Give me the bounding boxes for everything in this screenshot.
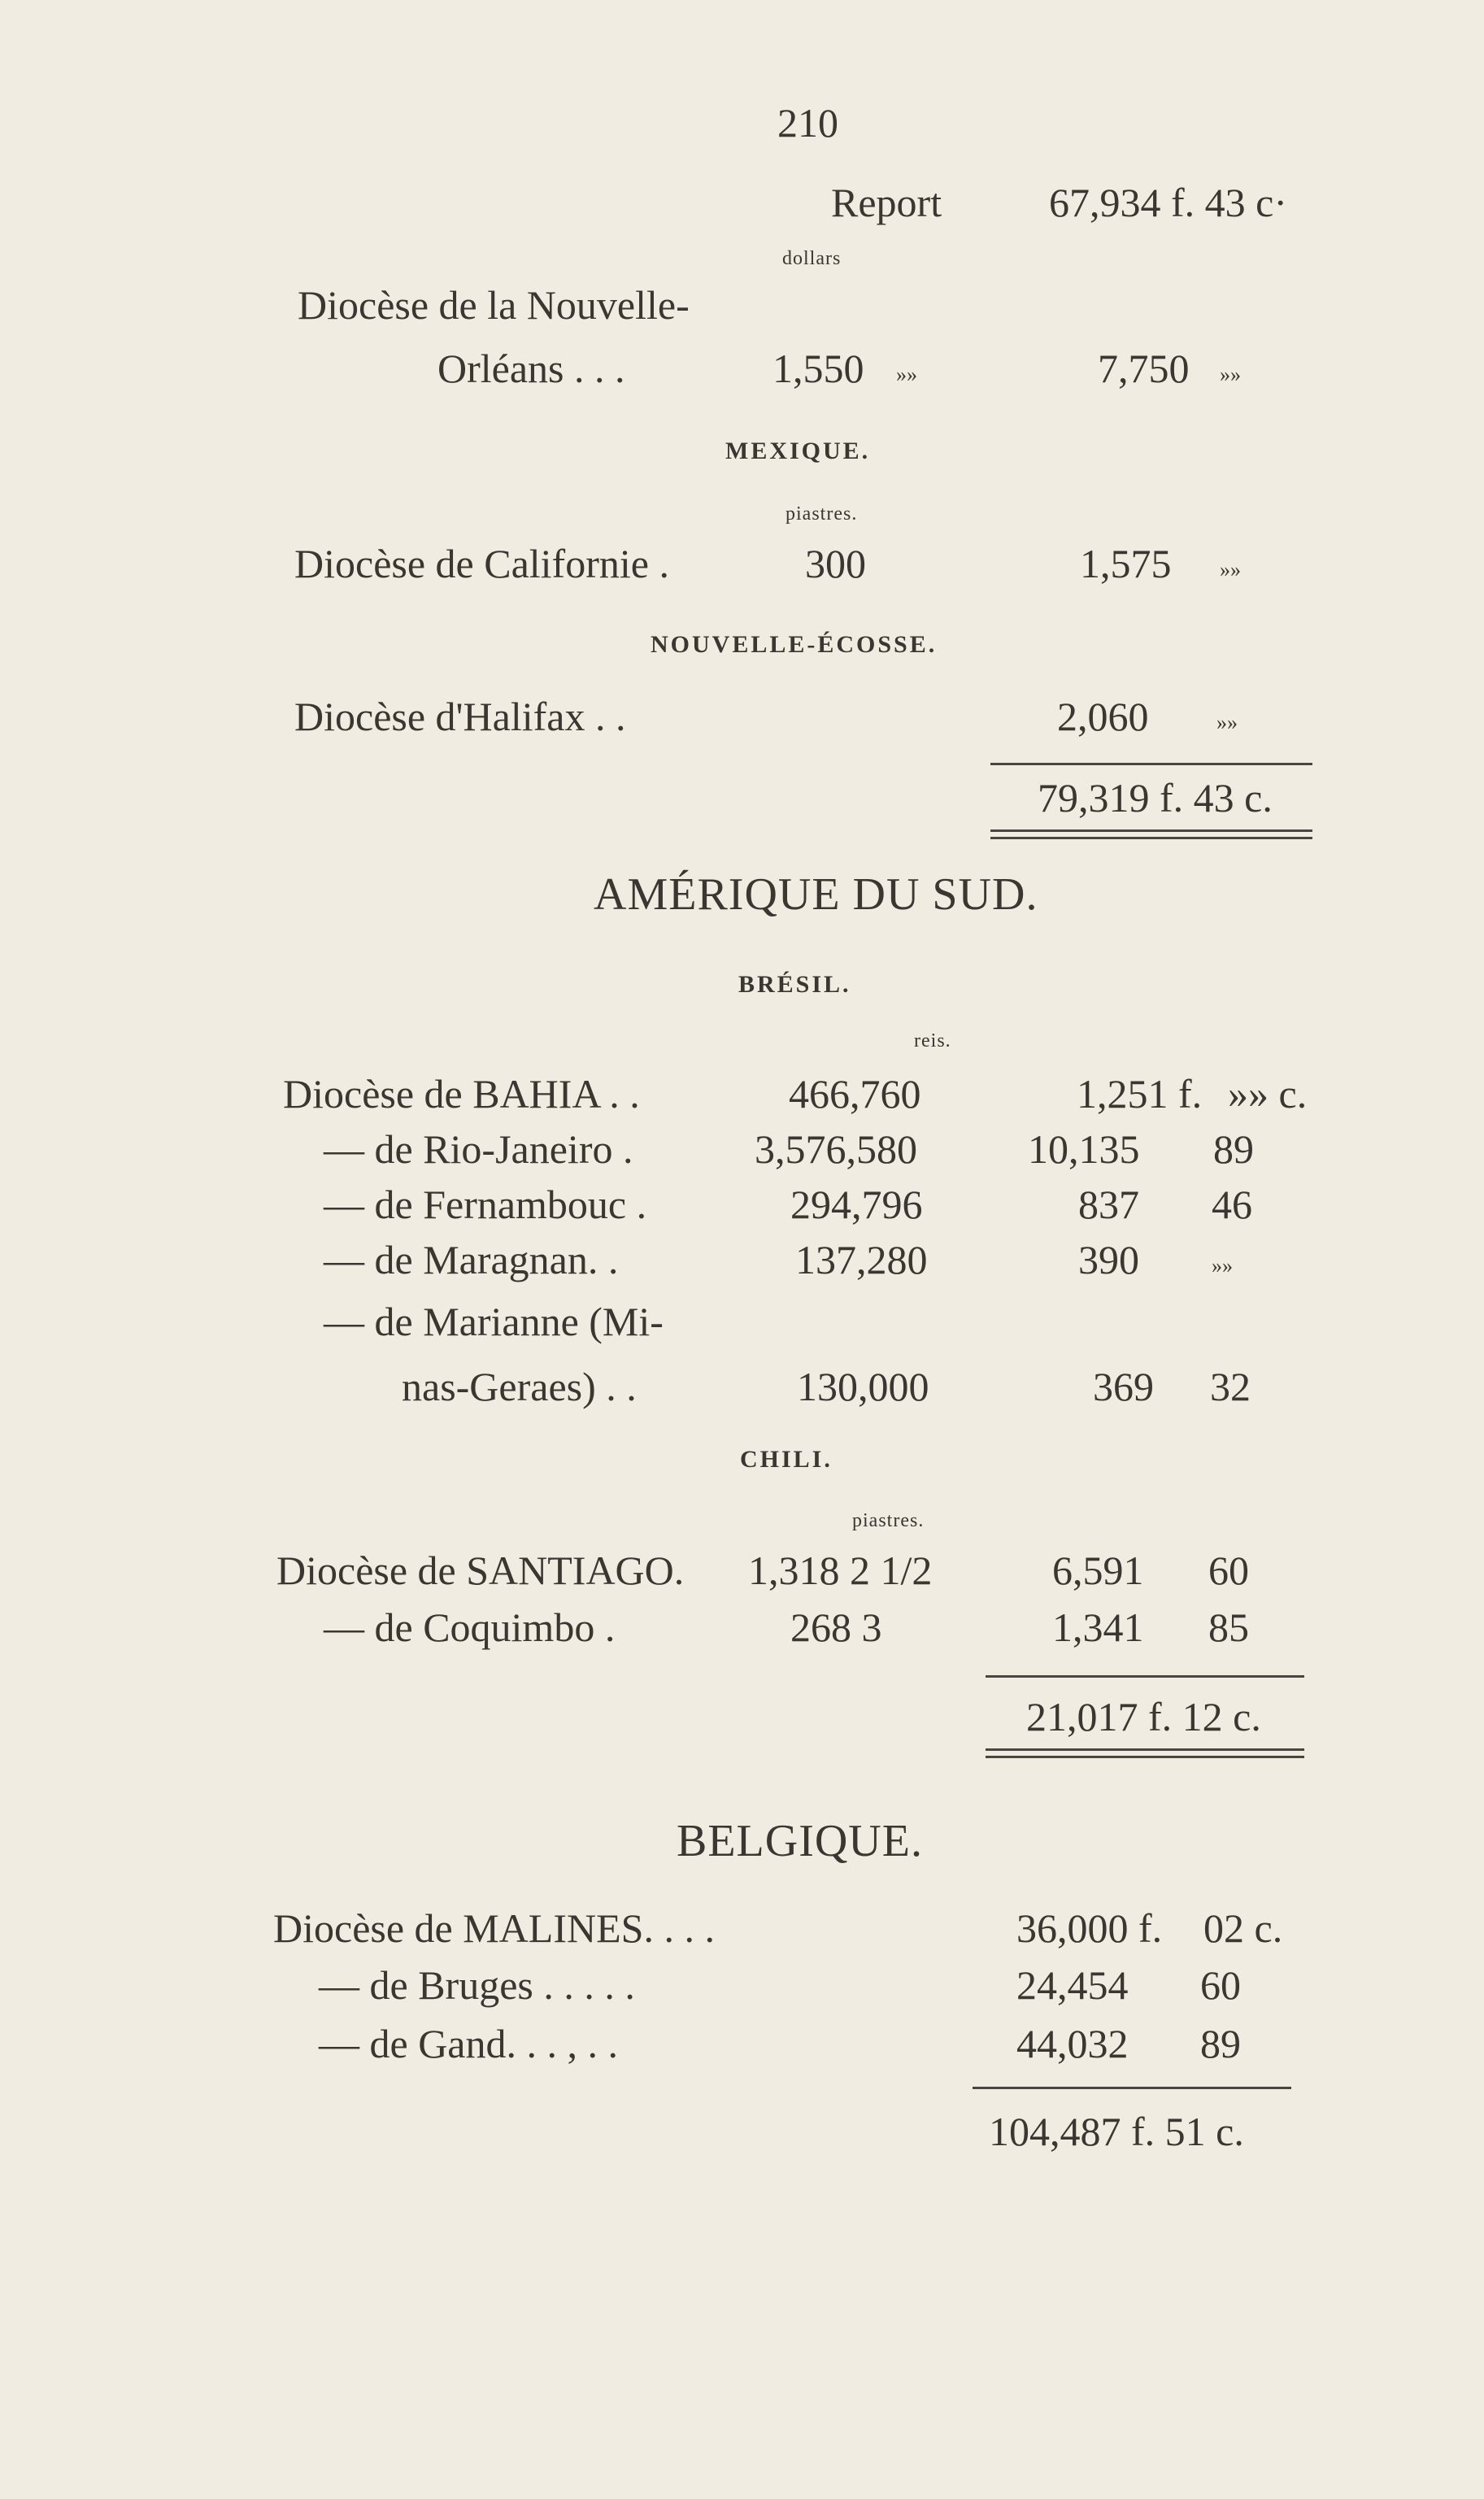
bresil-row-local: 294,796	[790, 1182, 923, 1227]
chili-row-f: 6,591	[1052, 1548, 1144, 1593]
belgique-total-rule	[973, 2087, 1291, 2089]
bresil-row-f: 837	[1078, 1182, 1139, 1227]
bresil-row-name: — de Rio-Janeiro .	[324, 1126, 633, 1172]
belgique-row-f: 24,454	[1016, 1962, 1129, 2008]
chili-row-c: 85	[1208, 1604, 1249, 1650]
sud-total-rule	[986, 1675, 1304, 1678]
halifax-amount-mark: »»	[1216, 711, 1238, 734]
unit-piastres-chili: piastres.	[852, 1510, 925, 1531]
bresil-row-f: 369	[1093, 1364, 1154, 1409]
bresil-row-f: 10,135	[1028, 1126, 1140, 1172]
amerique-du-sud-title: AMÉRIQUE DU SUD.	[594, 869, 1038, 920]
bresil-row-name: nas-Geraes) . .	[402, 1364, 637, 1409]
north-total-double-rule	[990, 829, 1312, 832]
bresil-row-c: 46	[1212, 1182, 1252, 1227]
report-label: Report	[831, 180, 942, 225]
nouvelle-orleans-amount-mark: »»	[1220, 363, 1241, 386]
bresil-row-name: — de Marianne (Mi-	[324, 1299, 664, 1344]
belgique-total: 104,487 f. 51 c.	[989, 2109, 1244, 2154]
nouvelle-ecosse-title: NOUVELLE-ÉCOSSE.	[651, 631, 938, 658]
belgique-row-name: — de Bruges . . . . .	[319, 1962, 635, 2008]
nouvelle-orleans-name-2: Orléans . . .	[437, 346, 625, 391]
unit-reis: reis.	[914, 1030, 951, 1051]
nouvelle-orleans-amount: 7,750	[1098, 346, 1190, 391]
belgique-row-c: 60	[1200, 1962, 1241, 2008]
halifax-amount: 2,060	[1057, 694, 1149, 739]
californie-name: Diocèse de Californie .	[294, 541, 669, 586]
belgique-row-c: 02 c.	[1203, 1905, 1283, 1951]
bresil-row-local: 130,000	[797, 1364, 929, 1409]
californie-local: 300	[805, 541, 866, 586]
bresil-row-name: Diocèse de BAHIA . .	[283, 1071, 640, 1117]
californie-amount-mark: »»	[1220, 558, 1241, 581]
belgique-row-name: — de Gand. . . , . .	[319, 2021, 618, 2066]
chili-row-local: 268 3	[790, 1604, 882, 1650]
report-amount: 67,934 f. 43 c·	[1049, 180, 1287, 225]
chili-row-name: — de Coquimbo .	[324, 1604, 616, 1650]
bresil-row-c: »»	[1212, 1254, 1233, 1278]
bresil-row-c: 89	[1213, 1126, 1254, 1172]
bresil-row-name: — de Fernambouc .	[324, 1182, 647, 1227]
sud-total-double-rule	[986, 1748, 1304, 1751]
bresil-row-f: 1,251 f.	[1077, 1071, 1203, 1117]
bresil-row-c: 32	[1210, 1364, 1251, 1409]
bresil-row-name: — de Maragnan. .	[324, 1237, 619, 1282]
belgique-row-f: 36,000 f.	[1016, 1905, 1163, 1951]
nouvelle-orleans-local-mark: »»	[896, 363, 917, 386]
bresil-row-local: 3,576,580	[755, 1126, 917, 1172]
mexique-title: MEXIQUE.	[725, 438, 871, 464]
chili-row-name: Diocèse de SANTIAGO.	[276, 1548, 685, 1593]
chili-row-c: 60	[1208, 1548, 1249, 1593]
unit-dollars: dollars	[782, 248, 842, 269]
chili-row-f: 1,341	[1052, 1604, 1144, 1650]
halifax-name: Diocèse d'Halifax . .	[294, 694, 626, 739]
sud-total: 21,017 f. 12 c.	[1026, 1694, 1261, 1739]
belgique-row-f: 44,032	[1016, 2021, 1129, 2066]
bresil-row-local: 137,280	[795, 1237, 928, 1282]
bresil-row-f: 390	[1078, 1237, 1139, 1282]
bresil-title: BRÉSIL.	[738, 971, 851, 998]
chili-row-local: 1,318 2 1/2	[748, 1548, 933, 1593]
belgique-row-c: 89	[1200, 2021, 1241, 2066]
nouvelle-orleans-local: 1,550	[772, 346, 864, 391]
north-total: 79,319 f. 43 c.	[1038, 775, 1273, 821]
chili-title: CHILI.	[740, 1446, 833, 1473]
belgique-title: BELGIQUE.	[677, 1816, 923, 1866]
bresil-row-c: »» c.	[1228, 1071, 1308, 1117]
page-number: 210	[777, 100, 838, 146]
bresil-row-local: 466,760	[789, 1071, 921, 1117]
unit-piastres-mexique: piastres.	[786, 503, 858, 525]
californie-amount: 1,575	[1080, 541, 1172, 586]
nouvelle-orleans-name-1: Diocèse de la Nouvelle-	[298, 282, 690, 328]
belgique-row-name: Diocèse de MALINES. . . .	[273, 1905, 715, 1951]
north-total-rule	[990, 763, 1312, 765]
